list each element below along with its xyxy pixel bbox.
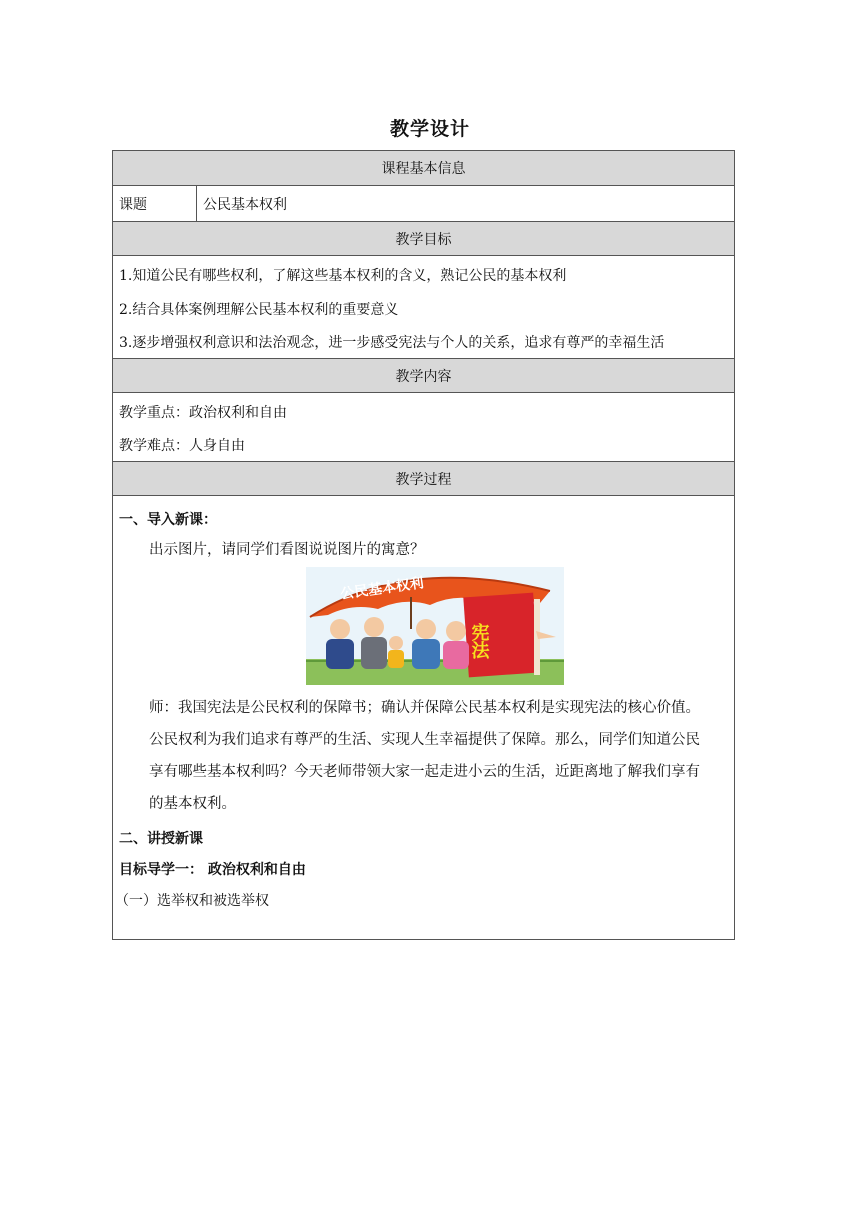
teacher-line: 公民权利为我们追求有尊严的生活、实现人生幸福提供了保障。那么，同学们知道公民 [149, 732, 700, 748]
teacher-line: 享有哪些基本权利吗？今天老师带领大家一起走进小云的生活，近距离地了解我们享有 [149, 764, 700, 780]
process-body [113, 496, 734, 939]
goal-heading: 目标导学一： 政治权利和自由 [119, 862, 306, 878]
topic-label: 课题 [119, 196, 147, 213]
teacher-line: 的基本权利。 [149, 796, 236, 812]
constitution-umbrella-illustration [306, 567, 564, 685]
intro-prompt: 出示图片，请同学们看图说说图片的寓意？ [149, 542, 425, 558]
intro-heading: 一、导入新课： [119, 512, 217, 528]
subsection-title: （一）选举权和被选举权 [115, 893, 269, 909]
topic-value: 公民基本权利 [203, 196, 287, 213]
topic-row [113, 186, 734, 222]
basic-info-header: 课程基本信息 [113, 151, 734, 186]
goal-item: 2.结合具体案例理解公民基本权利的重要意义 [119, 302, 399, 318]
process-header: 教学过程 [113, 462, 734, 496]
document-title: 教学设计 [389, 118, 470, 140]
umbrella-banner-text: 公民基本权利 [339, 575, 425, 603]
teacher-paragraph [149, 692, 729, 820]
lesson-heading: 二、讲授新课 [119, 831, 203, 847]
goal-item: 1.知道公民有哪些权利，了解这些基本权利的含义，熟记公民的基本权利 [119, 268, 567, 284]
content-body [113, 393, 734, 462]
goal-item: 3.逐步增强权利意识和法治观念，进一步感受宪法与个人的关系，追求有尊严的幸福生活 [119, 335, 665, 351]
lesson-plan-table [112, 150, 735, 940]
teacher-line: 师：我国宪法是公民权利的保障书；确认并保障公民基本权利是实现宪法的核心价值。 [149, 700, 700, 716]
goals-header: 教学目标 [113, 222, 734, 256]
difficulty: 教学难点：人身自由 [119, 438, 245, 454]
goals-body [113, 256, 734, 359]
content-header: 教学内容 [113, 359, 734, 393]
key-point: 教学重点：政治权利和自由 [119, 405, 287, 421]
column-divider [196, 186, 197, 221]
book-title-char: 宪法 [468, 623, 490, 659]
